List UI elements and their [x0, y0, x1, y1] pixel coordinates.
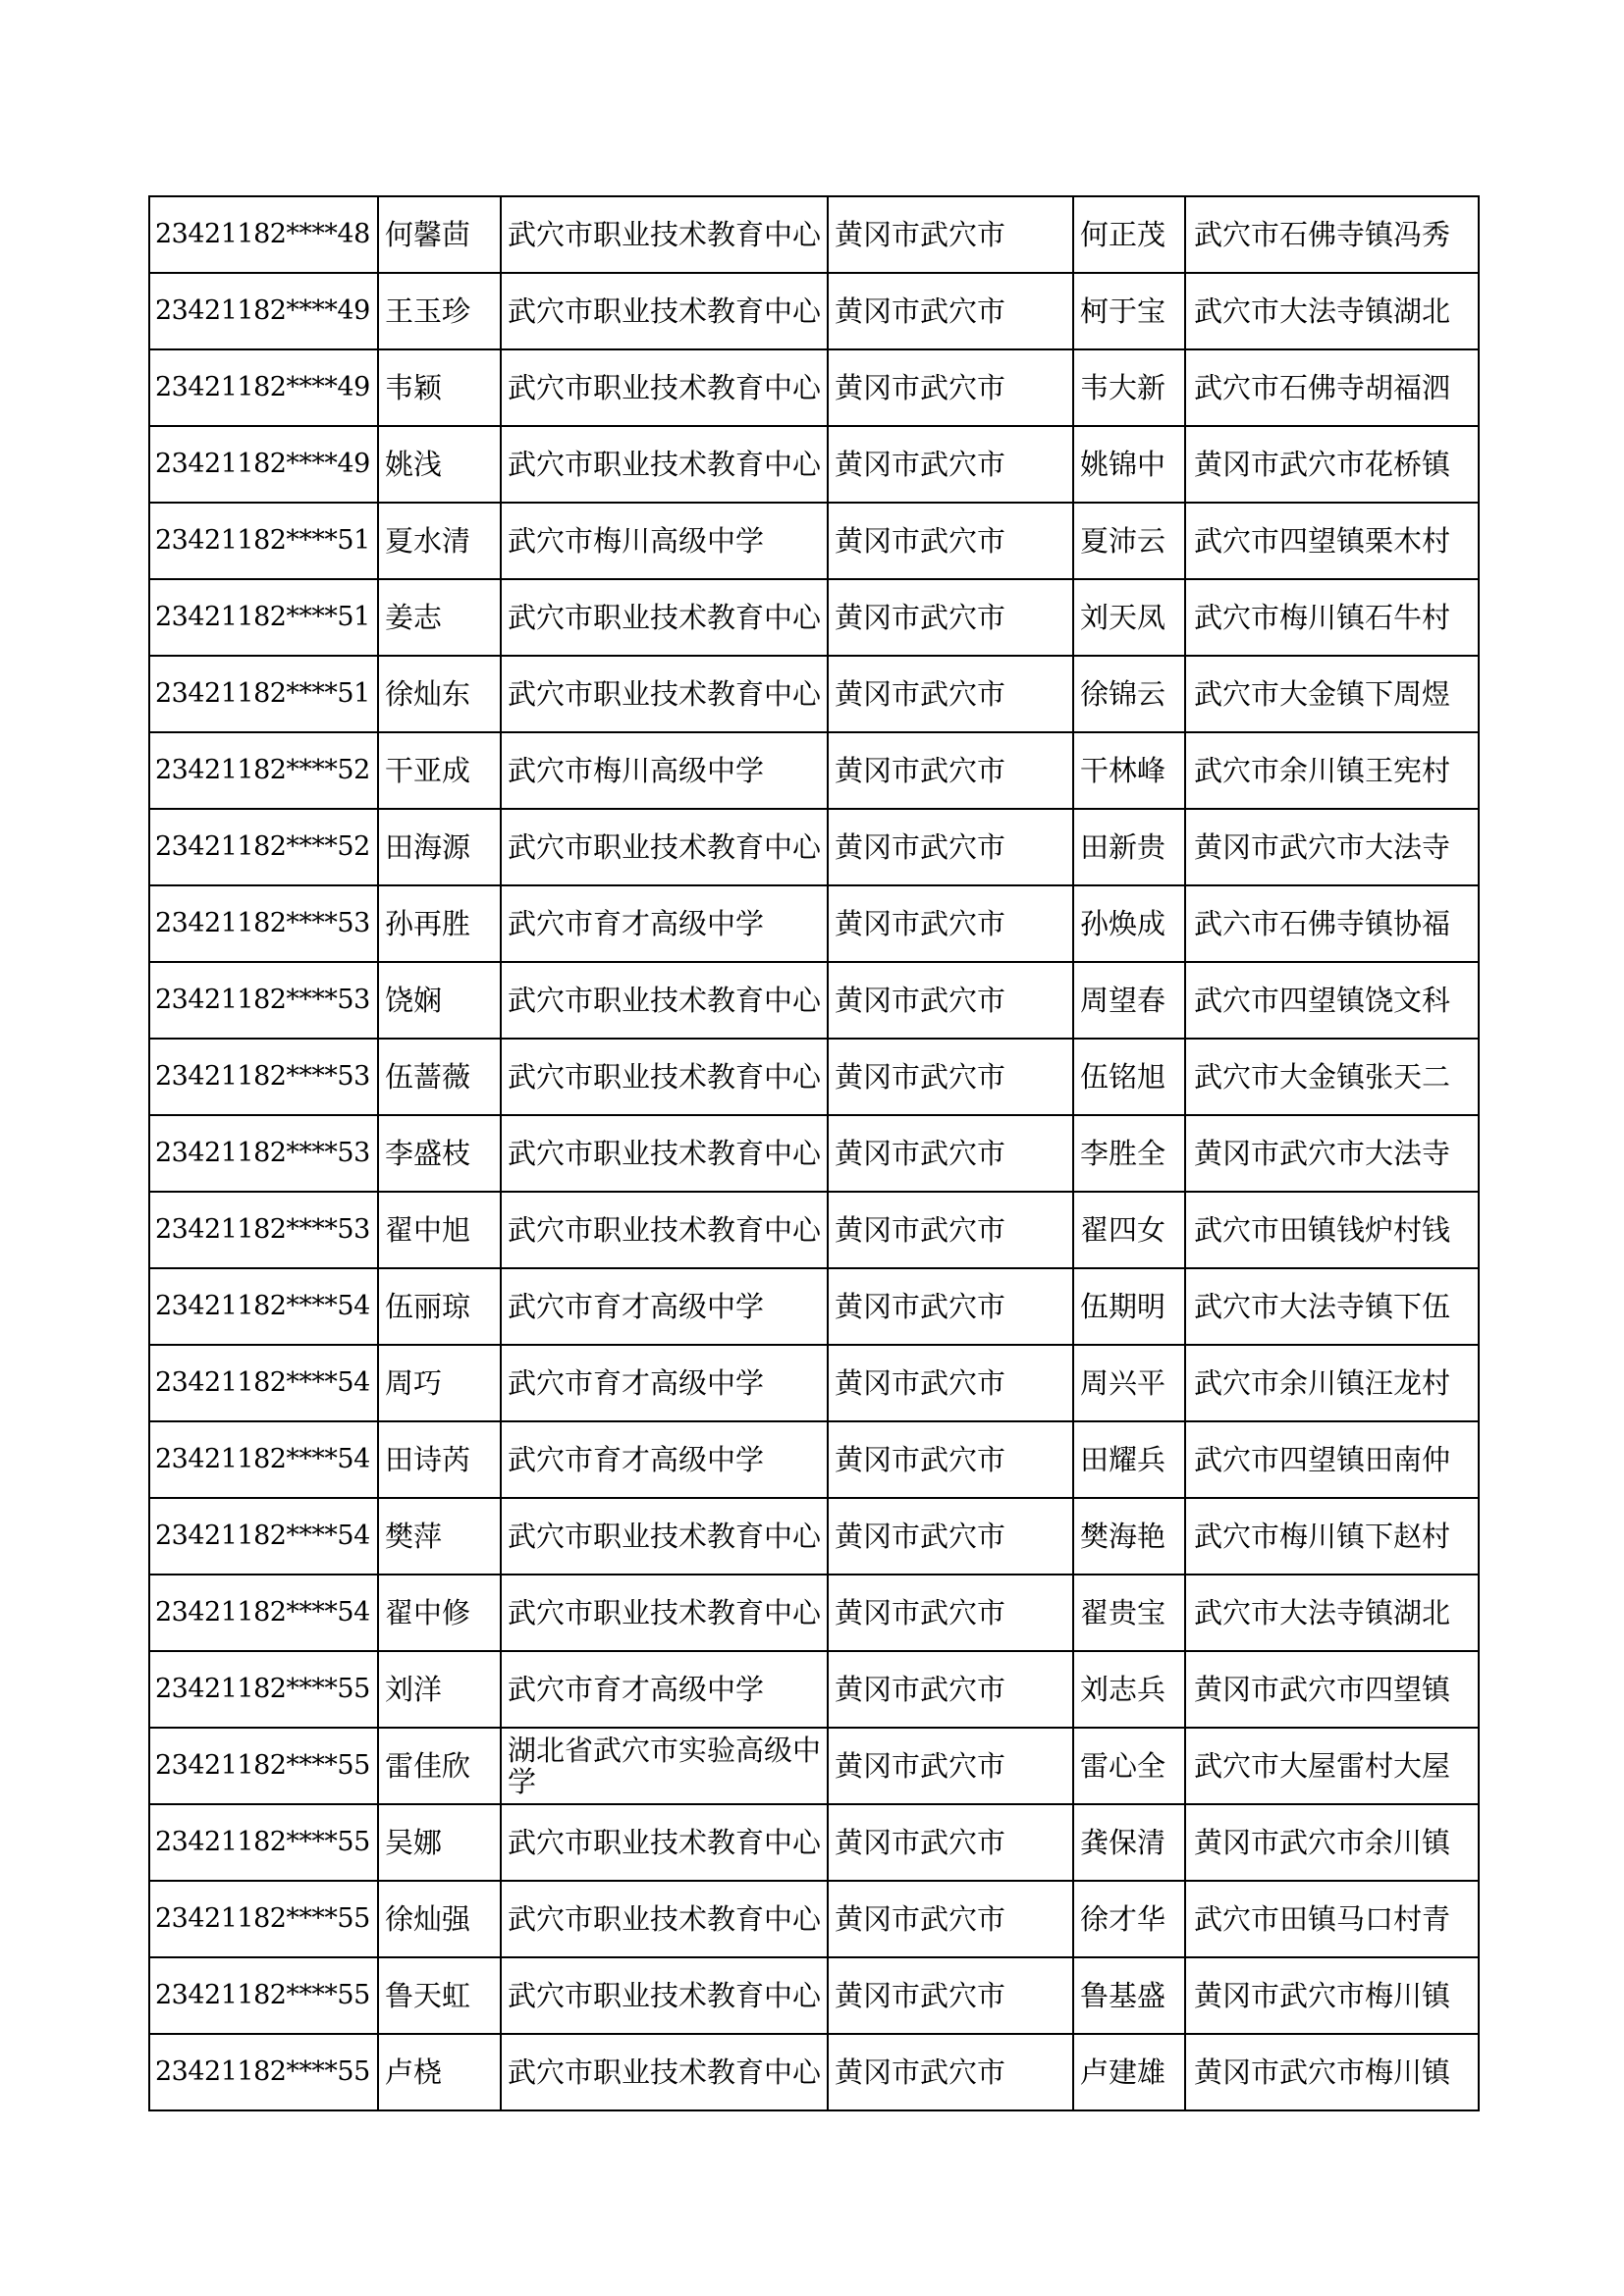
candidate-id-cell: 23421182****49	[149, 273, 378, 349]
address-cell: 武穴市石佛寺胡福泗	[1185, 349, 1479, 426]
city-cell: 黄冈市武穴市	[828, 885, 1073, 962]
school-cell: 武穴市职业技术教育中心	[501, 656, 828, 732]
school-cell: 武穴市育才高级中学	[501, 885, 828, 962]
guardian-name-cell: 周兴平	[1073, 1345, 1185, 1421]
city-cell: 黄冈市武穴市	[828, 962, 1073, 1039]
table-row	[149, 1728, 1479, 1804]
address-cell: 武穴市石佛寺镇冯秀	[1185, 196, 1479, 273]
school-cell: 武穴市职业技术教育中心	[501, 1575, 828, 1651]
school-cell: 武穴市育才高级中学	[501, 1651, 828, 1728]
table-row	[149, 426, 1479, 503]
city-cell: 黄冈市武穴市	[828, 349, 1073, 426]
candidate-id-cell: 23421182****54	[149, 1421, 378, 1498]
address-cell: 黄冈市武穴市花桥镇	[1185, 426, 1479, 503]
student-name-cell: 田诗芮	[378, 1421, 501, 1498]
school-cell: 武穴市职业技术教育中心	[501, 579, 828, 656]
table-row	[149, 1039, 1479, 1115]
school-cell: 武穴市梅川高级中学	[501, 732, 828, 809]
table-row	[149, 1881, 1479, 1957]
candidate-id-cell: 23421182****49	[149, 349, 378, 426]
candidate-id-cell: 23421182****53	[149, 1039, 378, 1115]
address-cell: 武穴市田镇马口村青	[1185, 1881, 1479, 1957]
guardian-name-cell: 徐锦云	[1073, 656, 1185, 732]
table-row	[149, 273, 1479, 349]
student-name-cell: 伍丽琼	[378, 1268, 501, 1345]
city-cell: 黄冈市武穴市	[828, 1039, 1073, 1115]
address-cell: 武穴市余川镇汪龙村	[1185, 1345, 1479, 1421]
table-row	[149, 579, 1479, 656]
table-row	[149, 349, 1479, 426]
student-name-cell: 樊萍	[378, 1498, 501, 1575]
city-cell: 黄冈市武穴市	[828, 579, 1073, 656]
student-name-cell: 吴娜	[378, 1804, 501, 1881]
address-cell: 武穴市余川镇王宪村	[1185, 732, 1479, 809]
guardian-name-cell: 刘志兵	[1073, 1651, 1185, 1728]
address-cell: 武穴市大法寺镇湖北	[1185, 1575, 1479, 1651]
guardian-name-cell: 伍铭旭	[1073, 1039, 1185, 1115]
student-name-cell: 徐灿强	[378, 1881, 501, 1957]
school-cell: 武穴市职业技术教育中心	[501, 2034, 828, 2110]
city-cell: 黄冈市武穴市	[828, 732, 1073, 809]
school-cell: 武穴市职业技术教育中心	[501, 1957, 828, 2034]
city-cell: 黄冈市武穴市	[828, 1192, 1073, 1268]
student-name-cell: 伍蔷薇	[378, 1039, 501, 1115]
student-name-cell: 何馨茴	[378, 196, 501, 273]
table-row	[149, 1498, 1479, 1575]
city-cell: 黄冈市武穴市	[828, 656, 1073, 732]
city-cell: 黄冈市武穴市	[828, 503, 1073, 579]
city-cell: 黄冈市武穴市	[828, 1575, 1073, 1651]
student-name-cell: 韦颖	[378, 349, 501, 426]
address-cell: 武穴市四望镇栗木村	[1185, 503, 1479, 579]
school-cell: 武穴市职业技术教育中心	[501, 349, 828, 426]
school-cell: 武穴市职业技术教育中心	[501, 1498, 828, 1575]
student-name-cell: 翟中旭	[378, 1192, 501, 1268]
guardian-name-cell: 周望春	[1073, 962, 1185, 1039]
address-cell: 武穴市大法寺镇湖北	[1185, 273, 1479, 349]
candidate-id-cell: 23421182****54	[149, 1345, 378, 1421]
school-cell: 湖北省武穴市实验高级中学	[501, 1728, 828, 1804]
candidate-id-cell: 23421182****51	[149, 503, 378, 579]
candidate-id-cell: 23421182****53	[149, 962, 378, 1039]
table-row	[149, 1421, 1479, 1498]
guardian-name-cell: 卢建雄	[1073, 2034, 1185, 2110]
candidate-id-cell: 23421182****52	[149, 809, 378, 885]
table-row	[149, 809, 1479, 885]
table-row	[149, 503, 1479, 579]
guardian-name-cell: 田耀兵	[1073, 1421, 1185, 1498]
address-cell: 武穴市梅川镇石牛村	[1185, 579, 1479, 656]
table-row	[149, 962, 1479, 1039]
address-cell: 武穴市大法寺镇下伍	[1185, 1268, 1479, 1345]
table-row	[149, 885, 1479, 962]
table-row	[149, 732, 1479, 809]
guardian-name-cell: 徐才华	[1073, 1881, 1185, 1957]
table-row	[149, 1957, 1479, 2034]
school-cell: 武穴市职业技术教育中心	[501, 809, 828, 885]
guardian-name-cell: 孙焕成	[1073, 885, 1185, 962]
table-row	[149, 1804, 1479, 1881]
student-name-cell: 田海源	[378, 809, 501, 885]
candidate-id-cell: 23421182****53	[149, 885, 378, 962]
candidate-id-cell: 23421182****55	[149, 1881, 378, 1957]
student-name-cell: 刘洋	[378, 1651, 501, 1728]
city-cell: 黄冈市武穴市	[828, 1881, 1073, 1957]
student-name-cell: 孙再胜	[378, 885, 501, 962]
table-row	[149, 1651, 1479, 1728]
address-cell: 武穴市大金镇张天二	[1185, 1039, 1479, 1115]
student-name-cell: 姚浅	[378, 426, 501, 503]
city-cell: 黄冈市武穴市	[828, 1728, 1073, 1804]
guardian-name-cell: 姚锦中	[1073, 426, 1185, 503]
table-row	[149, 2034, 1479, 2110]
guardian-name-cell: 翟贵宝	[1073, 1575, 1185, 1651]
city-cell: 黄冈市武穴市	[828, 1498, 1073, 1575]
student-name-cell: 翟中修	[378, 1575, 501, 1651]
roster-table	[148, 195, 1480, 2111]
city-cell: 黄冈市武穴市	[828, 273, 1073, 349]
guardian-name-cell: 雷心全	[1073, 1728, 1185, 1804]
candidate-id-cell: 23421182****55	[149, 1728, 378, 1804]
guardian-name-cell: 伍期明	[1073, 1268, 1185, 1345]
guardian-name-cell: 翟四女	[1073, 1192, 1185, 1268]
candidate-id-cell: 23421182****55	[149, 1651, 378, 1728]
student-name-cell: 王玉珍	[378, 273, 501, 349]
table-row	[149, 1115, 1479, 1192]
table-row	[149, 1345, 1479, 1421]
student-name-cell: 干亚成	[378, 732, 501, 809]
candidate-id-cell: 23421182****51	[149, 579, 378, 656]
school-cell: 武穴市梅川高级中学	[501, 503, 828, 579]
address-cell: 武穴市田镇钱炉村钱	[1185, 1192, 1479, 1268]
student-name-cell: 夏水清	[378, 503, 501, 579]
candidate-id-cell: 23421182****51	[149, 656, 378, 732]
candidate-id-cell: 23421182****54	[149, 1498, 378, 1575]
candidate-id-cell: 23421182****52	[149, 732, 378, 809]
school-cell: 武穴市职业技术教育中心	[501, 426, 828, 503]
student-name-cell: 李盛枝	[378, 1115, 501, 1192]
city-cell: 黄冈市武穴市	[828, 1115, 1073, 1192]
address-cell: 黄冈市武穴市梅川镇	[1185, 2034, 1479, 2110]
candidate-id-cell: 23421182****54	[149, 1268, 378, 1345]
student-name-cell: 卢桡	[378, 2034, 501, 2110]
candidate-id-cell: 23421182****53	[149, 1115, 378, 1192]
guardian-name-cell: 田新贵	[1073, 809, 1185, 885]
school-cell: 武穴市职业技术教育中心	[501, 1192, 828, 1268]
city-cell: 黄冈市武穴市	[828, 426, 1073, 503]
address-cell: 黄冈市武穴市大法寺	[1185, 809, 1479, 885]
guardian-name-cell: 鲁基盛	[1073, 1957, 1185, 2034]
address-cell: 武穴市大金镇下周煜	[1185, 656, 1479, 732]
student-name-cell: 雷佳欣	[378, 1728, 501, 1804]
guardian-name-cell: 樊海艳	[1073, 1498, 1185, 1575]
school-cell: 武穴市职业技术教育中心	[501, 1115, 828, 1192]
city-cell: 黄冈市武穴市	[828, 2034, 1073, 2110]
table-row	[149, 1268, 1479, 1345]
roster-table-container	[148, 195, 1478, 2111]
school-cell: 武穴市职业技术教育中心	[501, 1804, 828, 1881]
address-cell: 黄冈市武穴市四望镇	[1185, 1651, 1479, 1728]
candidate-id-cell: 23421182****55	[149, 1804, 378, 1881]
school-cell: 武穴市育才高级中学	[501, 1345, 828, 1421]
table-row	[149, 1575, 1479, 1651]
city-cell: 黄冈市武穴市	[828, 1804, 1073, 1881]
guardian-name-cell: 柯于宝	[1073, 273, 1185, 349]
city-cell: 黄冈市武穴市	[828, 1268, 1073, 1345]
school-cell: 武穴市职业技术教育中心	[501, 1881, 828, 1957]
table-row	[149, 196, 1479, 273]
candidate-id-cell: 23421182****49	[149, 426, 378, 503]
roster-table-body	[149, 196, 1479, 2110]
city-cell: 黄冈市武穴市	[828, 1957, 1073, 2034]
school-cell: 武穴市育才高级中学	[501, 1421, 828, 1498]
address-cell: 武穴市梅川镇下赵村	[1185, 1498, 1479, 1575]
city-cell: 黄冈市武穴市	[828, 1651, 1073, 1728]
guardian-name-cell: 刘天凤	[1073, 579, 1185, 656]
address-cell: 黄冈市武穴市大法寺	[1185, 1115, 1479, 1192]
guardian-name-cell: 干林峰	[1073, 732, 1185, 809]
address-cell: 武穴市大屋雷村大屋	[1185, 1728, 1479, 1804]
candidate-id-cell: 23421182****55	[149, 2034, 378, 2110]
candidate-id-cell: 23421182****54	[149, 1575, 378, 1651]
address-cell: 黄冈市武穴市梅川镇	[1185, 1957, 1479, 2034]
address-cell: 黄冈市武穴市余川镇	[1185, 1804, 1479, 1881]
city-cell: 黄冈市武穴市	[828, 1421, 1073, 1498]
guardian-name-cell: 何正茂	[1073, 196, 1185, 273]
school-cell: 武穴市职业技术教育中心	[501, 273, 828, 349]
guardian-name-cell: 李胜全	[1073, 1115, 1185, 1192]
school-cell: 武穴市职业技术教育中心	[501, 1039, 828, 1115]
school-cell: 武穴市职业技术教育中心	[501, 196, 828, 273]
city-cell: 黄冈市武穴市	[828, 1345, 1073, 1421]
city-cell: 黄冈市武穴市	[828, 809, 1073, 885]
candidate-id-cell: 23421182****55	[149, 1957, 378, 2034]
school-cell: 武穴市职业技术教育中心	[501, 962, 828, 1039]
guardian-name-cell: 韦大新	[1073, 349, 1185, 426]
address-cell: 武穴市四望镇田南仲	[1185, 1421, 1479, 1498]
student-name-cell: 鲁天虹	[378, 1957, 501, 2034]
guardian-name-cell: 龚保清	[1073, 1804, 1185, 1881]
address-cell: 武穴市四望镇饶文科	[1185, 962, 1479, 1039]
student-name-cell: 周巧	[378, 1345, 501, 1421]
student-name-cell: 徐灿东	[378, 656, 501, 732]
candidate-id-cell: 23421182****48	[149, 196, 378, 273]
table-row	[149, 1192, 1479, 1268]
student-name-cell: 姜志	[378, 579, 501, 656]
school-cell: 武穴市育才高级中学	[501, 1268, 828, 1345]
table-row	[149, 656, 1479, 732]
city-cell: 黄冈市武穴市	[828, 196, 1073, 273]
candidate-id-cell: 23421182****53	[149, 1192, 378, 1268]
student-name-cell: 饶娴	[378, 962, 501, 1039]
guardian-name-cell: 夏沛云	[1073, 503, 1185, 579]
address-cell: 武六市石佛寺镇协福	[1185, 885, 1479, 962]
